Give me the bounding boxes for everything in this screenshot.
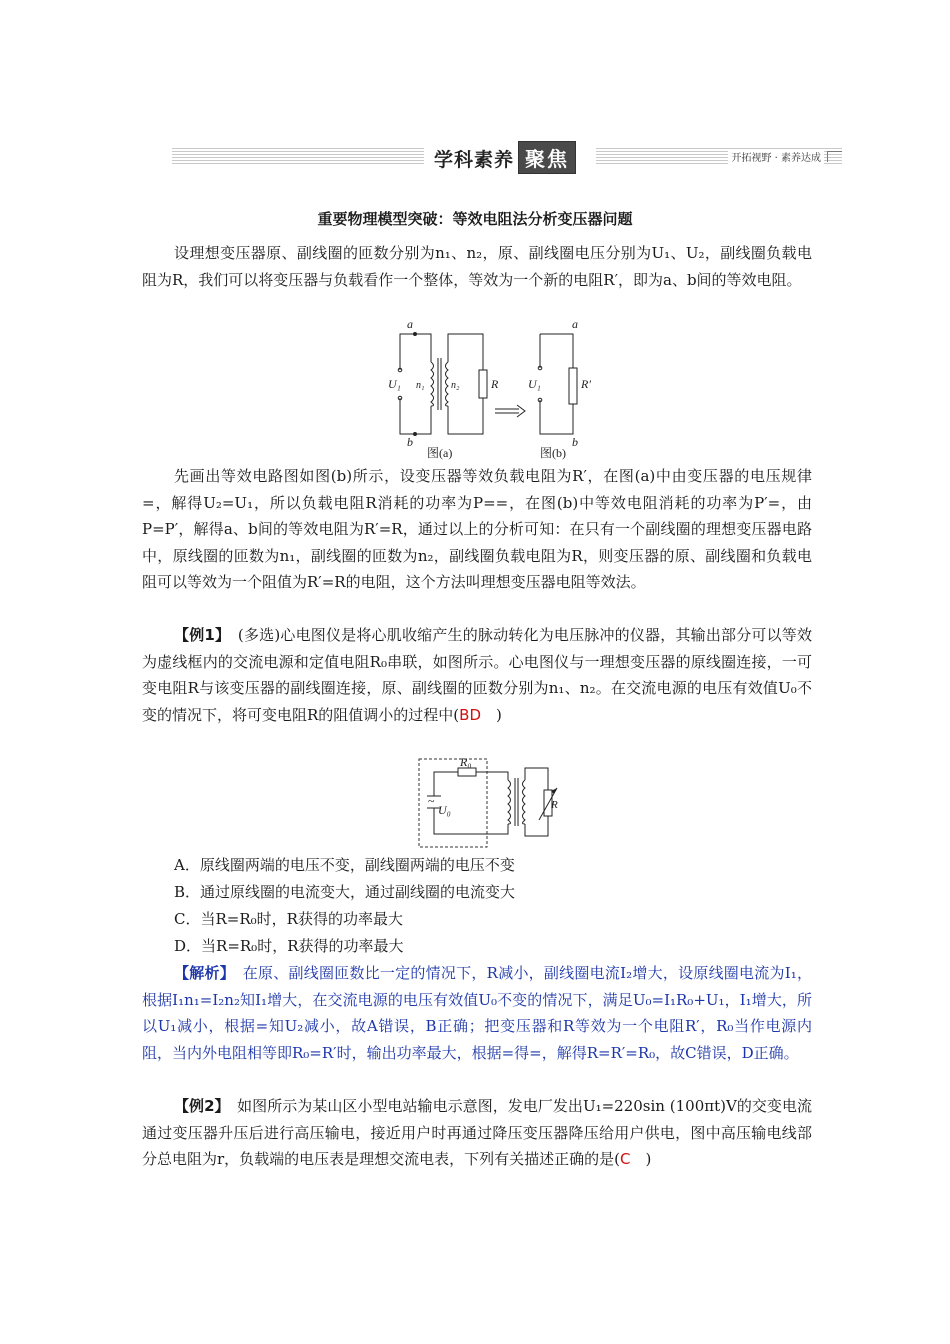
caption-b: 图(b) [540, 446, 566, 460]
ecg-secondary-bottom [525, 816, 548, 836]
banner-title-part2: 聚焦 [518, 141, 576, 174]
secondary-wire-bottom [448, 398, 483, 434]
label-n1: n₁ [416, 380, 425, 391]
ecg-secondary-top [525, 768, 548, 790]
example1-label: 【例1】 [174, 626, 223, 644]
primary-coil-lead-top [415, 334, 431, 362]
label-a-right: a [572, 318, 578, 331]
primary-wire-top [400, 334, 415, 370]
example1-paragraph [142, 622, 812, 728]
ecg-wire-top-right [476, 772, 508, 780]
example1-analysis [142, 960, 812, 1066]
banner-end-mark [827, 151, 842, 162]
ecg-primary-coil [508, 780, 511, 824]
ecg-secondary-coil [523, 780, 526, 824]
primary-coil-lead-bottom [415, 406, 431, 434]
secondary-wire-top [448, 334, 483, 370]
example2-label: 【例2】 [174, 1097, 223, 1115]
label-R: R [491, 377, 499, 391]
section-banner [172, 140, 842, 174]
label-b-right: b [572, 435, 578, 449]
example2-text: 如图所示为某山区小型电站输电示意图，发电厂发出U₁=220sin (100πt)V的交变电流通过变压器升压后进行高压输电，接近用户时再通过降压变压器降压给用户供电，图中高压输电线部分总电阻为r，负载端的电压表是理想交流电表，下列有关描述正确的是( [142, 1097, 813, 1168]
label-U1-left: U₁ [388, 377, 401, 391]
example2-paragraph [142, 1093, 812, 1173]
banner-title-part1: 学科素养 [434, 149, 515, 171]
label-ac-tilde: ~ [428, 794, 435, 808]
banner-stripes-left [172, 148, 424, 166]
example1-option-a: A．原线圈两端的电压不变，副线圈两端的电压不变 [174, 856, 515, 874]
derivation-paragraph: 先画出等效电路图如图(b)所示，设变压器等效负载电阻为R′，在图(a)中由变压器的电压规律=，解得U₂=U₁，所以负载电阻R消耗的功率为P==，在图(b)中等效电阻消耗的功率为P′=，由P=P′，解得a、b间的等效电阻为R′=R，通过以上的分析可知：在只有一个副线圈的理想变压器电路中，原线圈的匝数为n₁，副线圈的匝数为n₂，副线圈负载电阻为R，则变压器的原、副线圈和负载电阻可以等效为一个阻值为R′=R的电阻，这个方法叫理想变压器电阻等效法。 [142, 467, 812, 591]
resistor-R0 [458, 768, 476, 776]
equiv-wire-top [540, 334, 573, 368]
label-a-left: a [407, 318, 413, 331]
analysis-label: 【解析】 [174, 964, 228, 982]
equiv-wire-bottom [540, 400, 573, 434]
banner-title [426, 140, 596, 174]
ecg-wire-top-left [434, 772, 458, 796]
resistor-R [479, 370, 487, 398]
terminal-b-dot [413, 432, 417, 436]
example2-answer: C [620, 1150, 631, 1168]
primary-coil [431, 362, 434, 406]
label-U0: U₀ [438, 803, 451, 817]
caption-a: 图(a) [427, 446, 453, 460]
example2-close: ) [630, 1150, 652, 1168]
example1-option-b: B．通过原线圈的电流变大，通过副线圈的电流变大 [174, 883, 516, 901]
example1-option-d: D．当R=R₀时，R获得的功率最大 [174, 937, 404, 955]
figure-transformer-equivalent [385, 318, 595, 460]
intro-paragraph: 设理想变压器原、副线圈的匝数分别为n₁、n₂，原、副线圈电压分别为U₁、U₂，副线圈负载电阻为R，我们可以将变压器与负载看作一个整体，等效为一个新的电阻R′，即为a、b间的等效电阻。 [142, 244, 812, 289]
section-heading: 重要物理模型突破：等效电阻法分析变压器问题 [317, 210, 633, 228]
label-U1-right: U₁ [528, 377, 541, 391]
figure-ecg-circuit [418, 758, 558, 850]
primary-wire-bottom [400, 398, 415, 434]
example1-answer: BD [459, 705, 481, 724]
label-Rprime: R′ [581, 377, 591, 391]
analysis-text: 在原、副线圈匝数比一定的情况下，R减小，副线圈电流I₂增大，设原线圈电流为I₁，根据I₁n₁=I₂n₂知I₁增大，在交流电源的电压有效值U₀不变的情况下，满足U₀=I₁R₀+U₁，I₁增大，所以U₁减小，根据=知U₂减小，故A错误，B正确；把变压器和R等效为一个电阻R′，R₀当作电源内阻，当内外电阻相等即R₀=R′时，输出功率最大，根据=得=，解得R=R′=R₀，故C错误，D正确。 [142, 964, 812, 1062]
label-b-left: b [407, 435, 413, 449]
example1-text: (多选)心电图仪是将心肌收缩产生的脉动转化为电压脉冲的仪器，其输出部分可以等效为虚线框内的交流电源和定值电阻R₀串联，如图所示。心电图仪与一理想变压器的原线圈连接，一可变电阻R与该变压器的副线圈连接，原、副线圈的匝数分别为n₁、n₂。在交流电源的电压有效值U₀不变的情况下，将可变电阻R的阻值调小的过程中( [142, 626, 812, 724]
banner-subtitle: 开拓视野 · 素养达成 [728, 149, 824, 164]
resistor-Rprime [569, 368, 577, 404]
arrow-head [517, 405, 525, 417]
label-R-variable: R [551, 799, 558, 811]
label-n2: n₂ [451, 380, 460, 391]
terminal-a-dot [413, 332, 417, 336]
secondary-coil [446, 362, 449, 406]
label-R0: R₀ [460, 758, 472, 769]
example1-option-c: C．当R=R₀时，R获得的功率最大 [174, 910, 403, 928]
example1-close: ) [481, 705, 502, 724]
